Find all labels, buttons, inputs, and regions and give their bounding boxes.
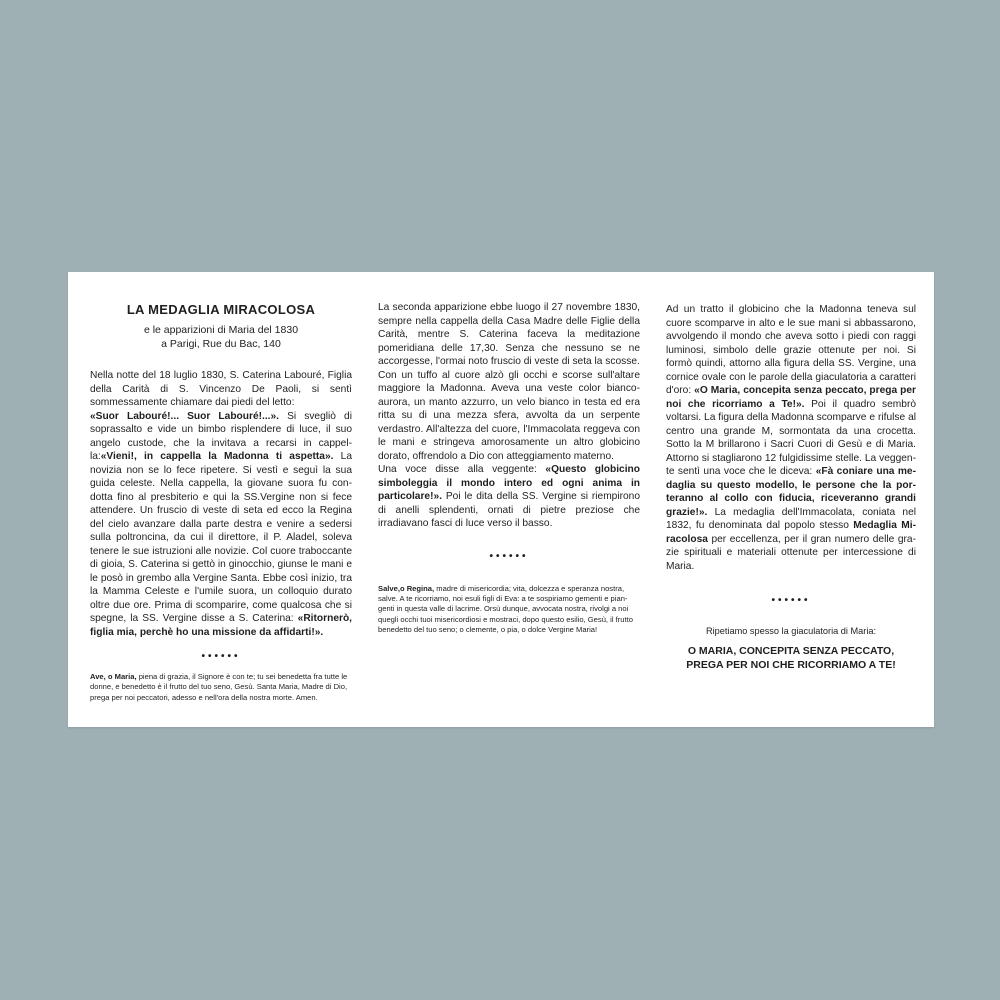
- quote-bold: «Ritornerò, figlia mia, perchè ho una missione da affidarti!».: [90, 613, 352, 638]
- ripetiamo-caption: Ripetiamo spesso la giaculatoria di Maria:: [705, 626, 877, 636]
- subtitle-line-2: a Parigi, Rue du Bac, 140: [161, 338, 281, 350]
- text-span: La seconda apparizione ebbe luogo il 27 novembre 1830, sempre nella cappella della Casa Madre delle Figlie della Carità, mentre S. Caterina faceva la meditazione pomeridiana delle 17,30. Senza che nessuno se ne accorgesse, l'ormai noto fruscio di veste di seta la scosse.: [378, 302, 640, 367]
- medal-origin-text: [666, 303, 916, 573]
- text-span: Una voce disse alla veggente:: [378, 464, 546, 475]
- text-span: Ad un tratto il globicino che la Madonna teneva sul cuore scomparve in alto e le sue mani si abbassarono, avvolgendo il mondo che aveva sotto i piedi con raggi luminosi, simbolo delle grazie ottenute per noi. Si formò quindi, attorno alla figura della SS. Vergine, una cornice ovale con le parole della giaculatoria a caratteri d'oro:: [666, 304, 916, 396]
- salve-regina-prayer: [378, 584, 640, 636]
- quote-bold: «Fà coniare una medaglia su questo modello, le persone che la porteranno al collo con fiducia, riceveranno grandi grazie!».: [666, 466, 917, 518]
- leaflet-card: [68, 272, 934, 727]
- quote-bold: «Vieni!, in cappella la Madonna ti aspetta».: [100, 451, 334, 462]
- dots-separator: ••••••: [771, 595, 811, 606]
- invocation-line-2: PREGA PER NOI CHE RICORRIAMO A TE!: [686, 659, 896, 671]
- dots-separator: ••••••: [489, 550, 529, 562]
- first-apparition-text: [90, 369, 352, 639]
- ave-maria-prayer: [90, 672, 352, 703]
- text-span: La medaglia dell'Immacolata, coniata nel 1832, fu denominata dal popolo stesso: [666, 506, 916, 531]
- column-middle: [378, 272, 640, 727]
- text-span: La novizia non se lo fece ripetere. Si vestì e seguì la sua guida celeste. Nella cappella, la giovane suora fu condotta fino al presbiterio e qui la SS.Vergine non si fece attendere. Un fruscio di veste di seta ed ecco la Regina del cielo avanzare dalla parte destra e venire a sedersi sulla poltroncina, da cui il direttore, il P. Aladel, soleva tenere le sue istruzioni alle novizie. Col cuore traboccante di gioia, S. Caterina si gettò in ginocchio, giunse le mani e le posò in grembo alla Vergine Santa. Ebbe così inizio, tra la Mamma Celeste e l'umile suora, un colloquio durato oltre due ore. Prima di scomparire, come qualcosa che si spegne, la SS. Vergine disse a S. Caterina:: [90, 451, 352, 624]
- invocation-text: [666, 644, 916, 672]
- prayer-text: madre di misericordia; vita, dolcezza e speranza nostra, salve. A te ricorriamo, noi esuli figli di Eva: a te sospiriamo gementi e piangenti in questa valle di lacrime. Orsù dunque, avvocata nostra, rivolgi a noi quegli occhi tuoi misericordiosi e mostraci, dopo questo esilio, Gesù, il frutto benedetto del tuo seno; o clemente, o pia, o dolce Vergine Maria!: [378, 583, 633, 635]
- prayer-text: piena di grazia, il Signore è con te; tu sei benedetta fra tutte le donne, e benedetto è il frutto del tuo seno, Gesù. Santa Maria, Madre di Dio, prega per noi peccatori, adesso e nell'ora della nostra morte. Amen.: [90, 672, 348, 702]
- text-span: Poi il quadro sembrò voltarsi. La figura della Madonna scomparve e rifulse al centro una grande M, sormontata da una crocetta. Sotto la M brillarono i Sacri Cuori di Gesù e di Maria. Attorno si stagliarono 12 fulgidissime stelle. La veggente sentì una voce che le diceva:: [666, 398, 916, 477]
- prayer-heading: Salve,o Regina,: [378, 583, 435, 593]
- second-apparition-text: [378, 301, 640, 531]
- text-span: Nella notte del 18 luglio 1830, S. Caterina Labouré, Figlia della Carità di S. Vincenzo De Paoli, si sentì sommessamente chiamare dai piedi del letto:: [90, 370, 352, 408]
- text-span: Si svegliò di soprassalto e vide un bimbo risplendere di luce, il suo angelo custode, che la invitava a recarsi in cappella:: [90, 410, 352, 462]
- subtitle-line-1: e le apparizioni di Maria del 1830: [143, 324, 299, 336]
- leaflet-subtitle: [90, 323, 352, 351]
- text-span: per eccellenza, per il gran numero delle grazie spirituali e materiali ottenute per intercessione di Maria.: [666, 533, 916, 572]
- column-left: [90, 272, 352, 727]
- quote-bold: «Suor Labouré!... Suor Labouré!...».: [90, 410, 279, 422]
- quote-bold: «Questo globicino simboleggia il mondo intero ed ogni anima in particolare!».: [378, 464, 640, 502]
- quote-bold: Medaglia Miracolosa: [666, 520, 916, 545]
- leaflet-title: LA MEDAGLIA MIRACOLOSA: [126, 302, 316, 317]
- dots-separator: ••••••: [201, 651, 241, 662]
- invocation-line-1: O MARIA, CONCEPITA SENZA PECCATO,: [687, 645, 895, 657]
- text-span: Con un tuffo al cuore alzò gli occhi e scorse sull'altare maggiore la Madonna. Aveva una veste color biancoaurora, un manto azzurro, un velo bianco in testa ed era ritta su di una mezza sfera, avvolta da un serpente verdastro. All'altezza del cuore, l'Immacolata reggeva con le mani e stringeva amorosamente un altro globicino dorato, offrendolo a Dio con atteggiamento materno.: [378, 369, 640, 462]
- text-span: Poi le dita della SS. Vergine si riempirono di anelli splendenti, ornati di pietre preziose che irradiavano fasci di luce verso il basso.: [378, 491, 640, 529]
- quote-bold: «O Maria, concepita senza peccato, prega per noi che ricorriamo a Te!».: [666, 385, 917, 410]
- prayer-heading: Ave, o Maria,: [90, 672, 137, 681]
- column-right: [666, 272, 916, 727]
